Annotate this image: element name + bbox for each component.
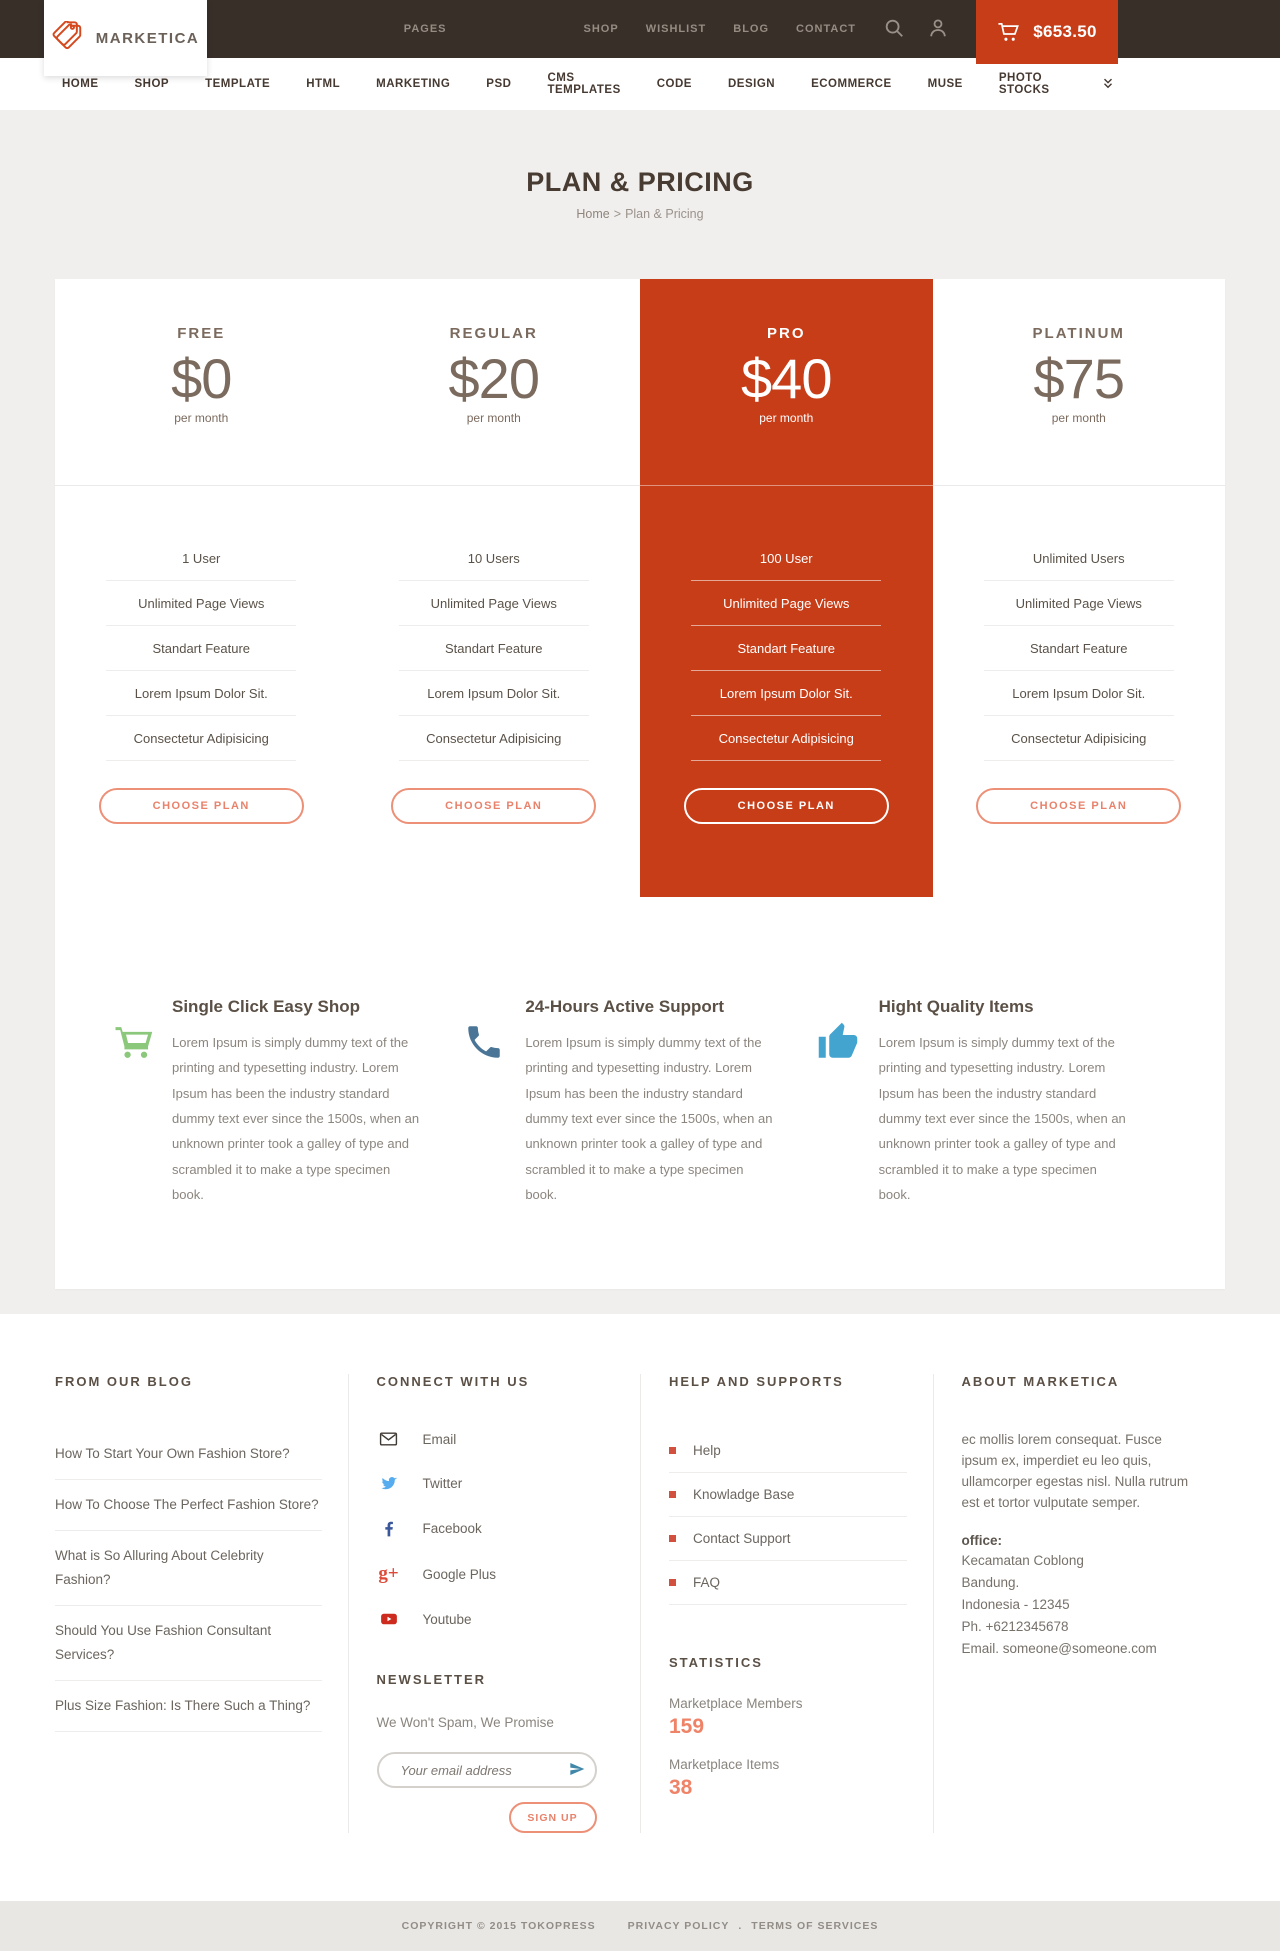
feature-quality (817, 997, 1170, 1207)
mainnav-item-muse[interactable]: MUSE (927, 78, 963, 90)
breadcrumb (0, 207, 1280, 221)
blog-link[interactable]: Plus Size Fashion: Is There Such a Thing? (55, 1698, 311, 1714)
plan-feature: 1 User (106, 536, 296, 581)
footer-help-column (640, 1374, 933, 1833)
topnav-item-wishlist[interactable]: WISHLIST (645, 23, 707, 35)
user-icon (927, 17, 949, 39)
social-link-email[interactable] (377, 1429, 615, 1449)
help-link[interactable]: Knowladge Base (693, 1487, 795, 1503)
footer (0, 1314, 1280, 1901)
plan-period: per month (174, 411, 229, 425)
mainnav-item-template[interactable]: TEMPLATE (205, 78, 271, 90)
social-link-google-plus[interactable] (377, 1563, 615, 1585)
plan-header (348, 279, 641, 486)
list-item (55, 1429, 322, 1480)
blog-link[interactable]: Should You Use Fashion Consultant Services? (55, 1623, 272, 1663)
feature-title: 24-Hours Active Support (525, 997, 725, 1016)
plan-feature-list (640, 486, 933, 761)
list-item (669, 1517, 907, 1561)
plan-feature: Consectetur Adipisicing (691, 716, 881, 761)
plan-price: $40 (741, 347, 832, 410)
statistics-section (669, 1655, 907, 1800)
brand-tag-icon (52, 21, 86, 55)
plan-feature: Consectetur Adipisicing (984, 716, 1174, 761)
plan-feature-list (348, 486, 641, 761)
feature-text (172, 997, 421, 1207)
plan-price: $0 (171, 347, 232, 410)
account-button[interactable] (926, 17, 950, 41)
stat-value: 159 (669, 1715, 705, 1739)
office-line: Email. someone@someone.com (961, 1641, 1157, 1657)
copyright-bar (0, 1901, 1280, 1951)
help-link-list (669, 1429, 907, 1605)
feature-body: Lorem Ipsum is simply dummy text of the printing and typesetting industry. Lorem Ipsum has been the industry standard dummy text ever since the 1500s, when an unknown printer took a galley of type and scrambled it to make a type specimen book. (878, 1035, 1126, 1203)
social-label: Youtube (422, 1611, 472, 1627)
plan-feature: Consectetur Adipisicing (399, 716, 589, 761)
mainnav-item-psd[interactable]: PSD (486, 78, 512, 90)
plan-feature: Unlimited Page Views (691, 581, 881, 626)
stat-label: Marketplace Items (669, 1757, 780, 1773)
pricing-table (55, 279, 1225, 897)
chevrons-down-icon (1101, 76, 1115, 91)
plan-feature: Standart Feature (106, 626, 296, 671)
facebook-icon (377, 1518, 401, 1538)
plan-feature: Lorem Ipsum Dolor Sit. (106, 671, 296, 716)
plan-feature-list (933, 486, 1226, 761)
page-heading (0, 110, 1280, 279)
google-plus-icon: g+ (378, 1563, 399, 1585)
feature-title: Hight Quality Items (878, 997, 1034, 1016)
topnav-item-blog[interactable]: BLOG (733, 23, 770, 35)
plan-header (640, 279, 933, 486)
square-bullet-icon (669, 1535, 676, 1542)
stat-label: Marketplace Members (669, 1696, 803, 1712)
social-label: Facebook (422, 1520, 482, 1536)
plan-feature: Consectetur Adipisicing (106, 716, 296, 761)
blog-post-list (55, 1429, 322, 1732)
plan-platinum (933, 279, 1226, 897)
list-item (55, 1480, 322, 1531)
newsletter-submit-button[interactable] (562, 1756, 592, 1784)
email-icon (377, 1429, 401, 1449)
cart-icon (997, 20, 1022, 44)
plan-feature: Lorem Ipsum Dolor Sit. (984, 671, 1174, 716)
office-label: office: (961, 1533, 1002, 1549)
list-item (669, 1429, 907, 1473)
plan-price: $75 (1033, 347, 1124, 410)
help-link[interactable]: Help (693, 1443, 721, 1459)
choose-plan-button-regular[interactable]: CHOOSE PLAN (391, 788, 596, 824)
choose-plan-button-platinum[interactable]: CHOOSE PLAN (976, 788, 1181, 824)
mainnav-item-cms-templates[interactable]: CMS TEMPLATES (547, 72, 621, 96)
youtube-icon (377, 1610, 401, 1628)
sign-up-button[interactable]: SIGN UP (509, 1802, 597, 1833)
plan-feature-list (55, 486, 348, 761)
square-bullet-icon (669, 1491, 676, 1498)
mainnav-item-home[interactable]: HOME (62, 78, 99, 90)
topnav-item-shop[interactable]: SHOP (583, 23, 619, 35)
feature-body: Lorem Ipsum is simply dummy text of the printing and typesetting industry. Lorem Ipsum has been the industry standard dummy text ever since the 1500s, when an unknown printer took a galley of type and scrambled it to make a type specimen book. (172, 1035, 420, 1203)
footer-heading-help: HELP AND SUPPORTS (669, 1374, 844, 1390)
plan-feature: Unlimited Page Views (106, 581, 296, 626)
plan-feature: Unlimited Users (984, 536, 1174, 581)
footer-heading-blog: FROM OUR BLOG (55, 1374, 193, 1390)
mainnav-item-html[interactable]: HTML (306, 78, 341, 90)
plan-name: FREE (177, 325, 226, 342)
plan-regular (348, 279, 641, 897)
feature-title: Single Click Easy Shop (172, 997, 361, 1016)
about-text: ec mollis lorem consequat. Fusce ipsum ex, imperdiet eu leo quis, ullamcorper egestas nisl. Nulla rutrum est et tortor vulputate semper. (961, 1432, 1189, 1511)
breadcrumb-separator: > (613, 207, 622, 221)
plan-feature: Unlimited Page Views (984, 581, 1174, 626)
mainnav-item-design[interactable]: DESIGN (727, 78, 776, 90)
twitter-icon (377, 1474, 401, 1493)
blog-link[interactable]: How To Start Your Own Fashion Store? (55, 1446, 290, 1462)
copyright-separator: . (738, 1920, 743, 1933)
plan-feature: 10 Users (399, 536, 589, 581)
breadcrumb-current: Plan & Pricing (625, 207, 704, 221)
office-line: Ph. +6212345678 (961, 1619, 1069, 1635)
mainnav-item-marketing[interactable]: MARKETING (376, 78, 451, 90)
breadcrumb-home-link[interactable]: Home (576, 207, 610, 221)
mainnav-item-ecommerce[interactable]: ECOMMERCE (811, 78, 892, 90)
newsletter-section (377, 1672, 615, 1833)
more-menu-button[interactable] (1101, 76, 1115, 92)
plan-header (933, 279, 1226, 486)
office-line: Kecamatan Coblong (961, 1553, 1084, 1569)
phone-icon (463, 997, 525, 1207)
choose-plan-button-pro[interactable]: CHOOSE PLAN (684, 788, 889, 824)
brand-logo[interactable] (44, 0, 207, 76)
footer-heading-statistics: STATISTICS (669, 1655, 763, 1671)
list-item (55, 1606, 322, 1681)
footer-about-column (933, 1374, 1226, 1833)
copyright-text: COPYRIGHT © 2015 TOKOPRESS (401, 1920, 596, 1933)
mainnav-item-shop[interactable]: SHOP (134, 78, 170, 90)
feature-text (879, 997, 1128, 1207)
social-label: Email (422, 1431, 457, 1447)
social-link-facebook[interactable] (377, 1518, 615, 1538)
plan-feature: Lorem Ipsum Dolor Sit. (691, 671, 881, 716)
plan-header (55, 279, 348, 486)
search-icon (883, 17, 905, 39)
list-item (55, 1531, 322, 1606)
help-link[interactable]: Contact Support (693, 1531, 791, 1547)
terms-of-services-link[interactable]: TERMS OF SERVICES (751, 1920, 879, 1933)
brand-name: MARKETICA (95, 29, 200, 47)
plan-period: per month (466, 411, 521, 425)
help-link[interactable]: FAQ (693, 1575, 721, 1591)
social-link-youtube[interactable] (377, 1610, 615, 1628)
plan-price: $20 (448, 347, 539, 410)
footer-heading-newsletter: NEWSLETTER (376, 1672, 487, 1688)
mainnav-item-photo-stocks[interactable]: PHOTO STOCKS (998, 72, 1050, 96)
privacy-policy-link[interactable]: PRIVACY POLICY (627, 1920, 730, 1933)
blog-link[interactable]: How To Choose The Perfect Fashion Store? (55, 1497, 319, 1513)
feature-easy-shop (110, 997, 463, 1207)
top-nav (404, 23, 856, 35)
plan-feature: Unlimited Page Views (399, 581, 589, 626)
square-bullet-icon (669, 1447, 676, 1454)
plan-period: per month (759, 411, 814, 425)
plan-free (55, 279, 348, 897)
plan-name: PRO (766, 325, 806, 342)
plan-period: per month (1051, 411, 1106, 425)
plan-feature: Standart Feature (691, 626, 881, 671)
plan-feature: Standart Feature (399, 626, 589, 671)
footer-blog-column (55, 1374, 348, 1833)
social-label: Twitter (422, 1476, 463, 1492)
pricing-card (55, 279, 1225, 1289)
choose-plan-button-free[interactable]: CHOOSE PLAN (99, 788, 304, 824)
paper-plane-icon (568, 1761, 586, 1777)
topnav-item-pages[interactable]: PAGES (403, 23, 447, 35)
square-bullet-icon (669, 1579, 676, 1586)
feature-body: Lorem Ipsum is simply dummy text of the printing and typesetting industry. Lorem Ipsum has been the industry standard dummy text ever since the 1500s, when an unknown printer took a galley of type and scrambled it to make a type specimen book. (525, 1035, 773, 1203)
cart-icon (110, 997, 172, 1207)
footer-heading-about: ABOUT MARKETICA (961, 1374, 1120, 1390)
plan-name: REGULAR (449, 325, 538, 342)
stat-value: 38 (669, 1776, 693, 1800)
topnav-item-contact[interactable]: CONTACT (796, 23, 856, 35)
page-title: PLAN & PRICING (526, 167, 754, 197)
list-item (669, 1473, 907, 1517)
social-link-twitter[interactable] (377, 1474, 615, 1493)
feature-blurbs (55, 897, 1225, 1289)
feature-support (463, 997, 816, 1207)
search-button[interactable] (882, 17, 906, 41)
top-bar (0, 0, 1280, 58)
footer-connect-column (348, 1374, 641, 1833)
office-line: Indonesia - 12345 (961, 1597, 1070, 1613)
plan-feature: Lorem Ipsum Dolor Sit. (399, 671, 589, 716)
social-label: Google Plus (422, 1566, 497, 1582)
footer-heading-connect: CONNECT WITH US (376, 1374, 530, 1390)
plan-feature: Standart Feature (984, 626, 1174, 671)
cart-button[interactable] (976, 0, 1118, 64)
plan-feature: 100 User (691, 536, 881, 581)
blog-link[interactable]: What is So Alluring About Celebrity Fashion? (55, 1548, 264, 1588)
plan-name: PLATINUM (1032, 325, 1125, 342)
mainnav-item-code[interactable]: CODE (656, 78, 692, 90)
newsletter-tagline: We Won't Spam, We Promise (376, 1715, 554, 1731)
feature-text (525, 997, 774, 1207)
plan-pro-featured (640, 279, 933, 897)
office-line: Bandung. (961, 1575, 1020, 1591)
cart-total: $653.50 (1033, 22, 1097, 41)
thumbs-up-icon (817, 997, 879, 1207)
list-item (669, 1561, 907, 1605)
list-item (55, 1681, 322, 1732)
newsletter-form (377, 1752, 597, 1788)
